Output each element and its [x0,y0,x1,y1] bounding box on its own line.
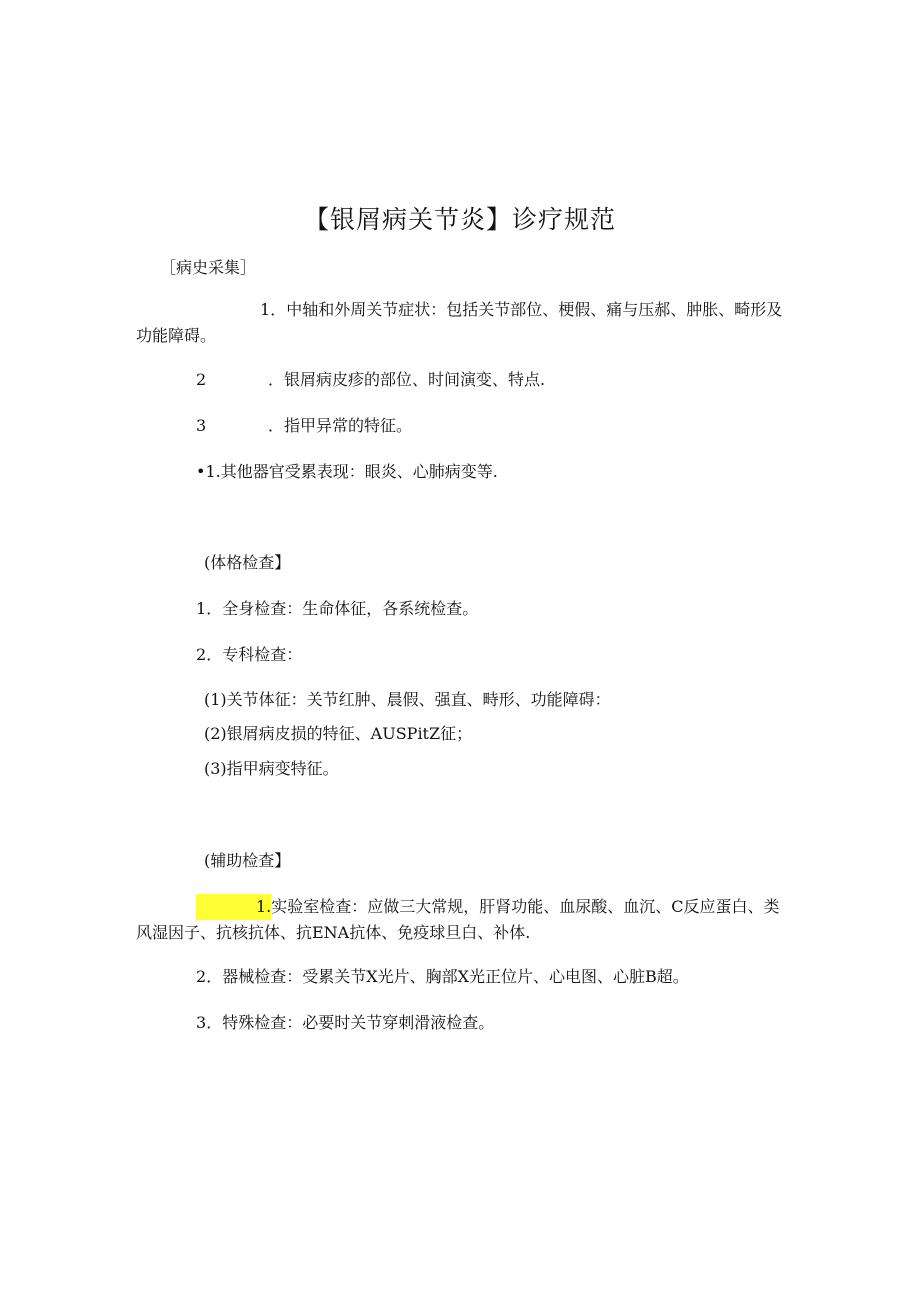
section-heading-aux: (辅助检查】 [204,851,291,870]
item-number: 2 [196,967,207,986]
item-number: 2 [196,370,207,389]
exam-subitem-3 [204,757,339,781]
item-text: ．器械检查：受累关节X光片、胸部X光正位片、心电图、心脏B超。 [206,967,689,986]
item-text: 其他器官受累表现：眼炎、心肺病变等. [220,462,498,481]
exam-item-1 [196,597,478,621]
history-item-3 [196,414,412,438]
item-text: ．专科检查： [206,645,303,664]
item-number: (3) [204,759,227,778]
item-text: ．银屑病皮疹的部位、时间演变、特点. [268,370,546,389]
history-item-4 [196,460,498,484]
item-text: 银屑病皮损的特征、AUSPitZ征； [226,724,473,743]
item-number: 2 [196,645,207,664]
section-heading-history: ［病史采集］ [160,258,257,277]
item-number: 1 [260,300,271,319]
aux-item-3 [196,1011,494,1035]
item-text: 关节体征：关节红肿、晨假、强直、畤形、功能障碍： [226,690,611,709]
item-text: ．中轴和外周关节症状：包括关节部位、梗假、痛与压郝、肿胀、畸形及功能障碍。 [136,300,783,345]
item-number: (2) [204,724,227,743]
exam-subitem-1 [204,688,611,712]
item-text: ．全身检查：生命体征，各系统检查。 [206,599,479,618]
item-number: 3 [196,1013,207,1032]
item-text: ．指甲异常的特征。 [268,416,413,435]
item-number: 1 [196,599,207,618]
aux-item-2 [196,965,689,989]
history-item-1 [136,297,788,349]
item-text: 实验室检查：应做三大常规，肝肾功能、血尿酸、血沉、C反应蛋白、类风湿因子、抗核抗体、抗ENA抗体、免疫球旦白、补体. [136,897,780,942]
exam-subitem-2 [204,722,472,746]
item-number: •1. [196,462,221,481]
item-number-highlighted: 1. [196,894,271,920]
item-number: 3 [196,416,207,435]
item-text: 指甲病变特征。 [226,759,339,778]
section-heading-exam: (体格检查】 [204,553,291,572]
item-text: ．特殊检查：必要时关节穿刺滑液检查。 [206,1013,495,1032]
aux-item-1 [136,894,788,946]
exam-item-2 [196,643,302,667]
item-number: (1) [204,690,227,709]
history-item-2 [196,368,545,392]
document-title: 【银屑病关节炎】诊疗规范 [303,205,616,234]
